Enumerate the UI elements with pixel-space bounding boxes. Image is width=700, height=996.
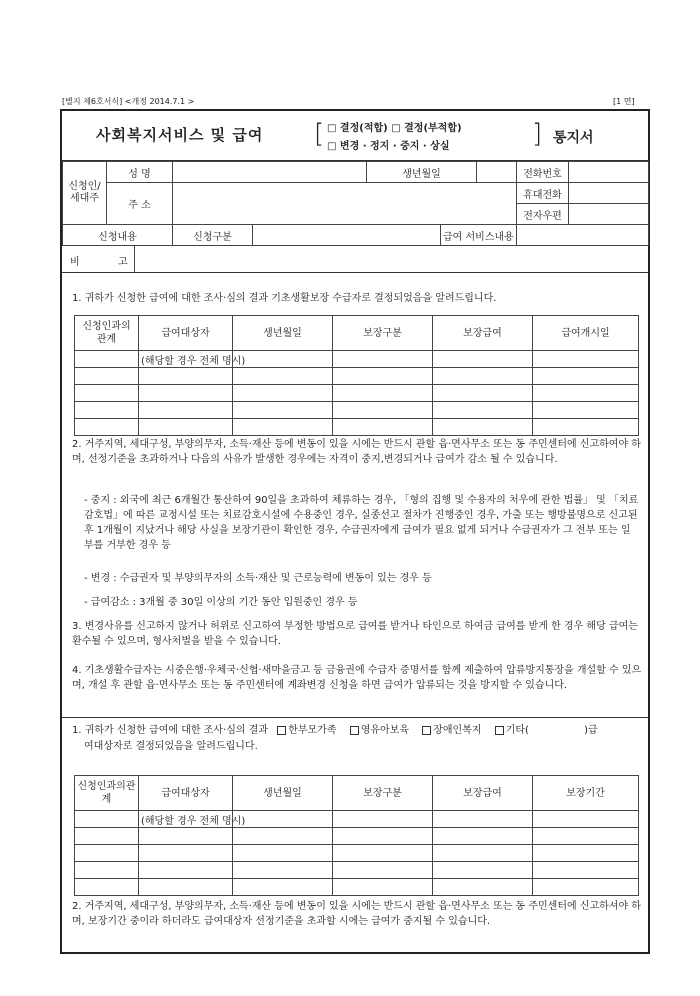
phone-label: 전화번호 <box>517 162 569 183</box>
service-label: 급여 서비스내용 <box>441 225 517 246</box>
request-type-field[interactable] <box>253 225 441 246</box>
s2-header-period: 보장기간 <box>533 776 639 811</box>
table-cell[interactable] <box>75 368 139 385</box>
s1-paragraph-3: 3. 변경사유를 신고하지 않거나 허위로 신고하여 부정한 방법으로 급여를 받거나 타인으로 하여금 급여를 받게 한 경우 해당 급여는 환수될 수 있으며, 형사처벌을 받을 수 있습니다. <box>72 621 638 647</box>
checkbox-icon <box>350 726 359 735</box>
table-cell[interactable] <box>433 368 533 385</box>
address-field[interactable] <box>173 183 517 225</box>
s1-header-benefit: 보장급여 <box>433 316 533 351</box>
s1-bullet-suspend: - 중지 : 외국에 최근 6개월간 통산하여 90일을 초과하여 체류하는 경우, 「형의 집행 및 수용자의 처우에 관한 법률」 및 「치료감호법」에 따른 교정시설 또는 치료감호시설에 수용중인 경우, 실종선고 절차가 진행중인 경우, 가출 또는 행방불명으로 신고된 후 1개월이 지났거나 해당 사실을 보장기관이 확인한 경우, 수급권자에게 급여가 필요 없게 되거나 수급권자가 그 전부 또는 일부를 거부한 경우 등 <box>84 495 639 551</box>
form-number: [별지 제6호서식] <개정 2014.7.1 > <box>62 97 195 106</box>
option-other[interactable]: 기타( <box>495 725 529 736</box>
table-cell[interactable] <box>533 862 639 879</box>
table-cell[interactable] <box>139 845 233 862</box>
table-cell[interactable] <box>333 419 433 436</box>
table-cell[interactable] <box>75 385 139 402</box>
name-field[interactable] <box>173 162 367 183</box>
table-cell[interactable] <box>75 351 139 368</box>
table-cell[interactable] <box>233 368 333 385</box>
s2-paragraph-1-cont: 여대상자로 결정되었음을 알려드립니다. <box>84 741 258 752</box>
option-single-parent[interactable]: 한부모가족 <box>277 725 336 736</box>
table-cell[interactable] <box>139 385 233 402</box>
table-cell[interactable] <box>139 828 233 845</box>
table-cell[interactable] <box>333 811 433 828</box>
table-cell[interactable] <box>233 811 333 828</box>
table-cell[interactable] <box>333 879 433 896</box>
table-cell[interactable] <box>139 402 233 419</box>
name-label: 성 명 <box>107 162 173 183</box>
table-cell[interactable] <box>75 828 139 845</box>
s1-header-coverage: 보장구분 <box>333 316 433 351</box>
s2-header-coverage: 보장구분 <box>333 776 433 811</box>
section-divider <box>62 717 648 718</box>
table-cell[interactable] <box>75 811 139 828</box>
remarks-label-2: 고 <box>118 257 128 268</box>
s2-paragraph-1-lead: 1. 귀하가 신청한 급여에 대한 조사·심의 결과 <box>72 725 269 736</box>
table-cell[interactable] <box>139 419 233 436</box>
remarks-divider <box>134 246 135 272</box>
email-field[interactable] <box>569 204 649 225</box>
table-cell[interactable] <box>75 402 139 419</box>
table-cell[interactable] <box>433 845 533 862</box>
table-cell[interactable] <box>433 811 533 828</box>
phone-field[interactable] <box>569 162 649 183</box>
request-type-label: 신청구분 <box>173 225 253 246</box>
form-title-suffix: 통지서 <box>553 130 594 146</box>
checkbox-icon <box>422 726 431 735</box>
s2-header-relation: 신청인과의관계 <box>75 776 139 811</box>
s1-note: (해당할 경우 전체 명시) <box>139 351 233 368</box>
table-cell[interactable] <box>233 419 333 436</box>
table-cell[interactable] <box>433 862 533 879</box>
table-cell[interactable] <box>139 368 233 385</box>
s2-paragraph-2: 2. 거주지역, 세대구성, 부양의무자, 소득·재산 등에 변동이 있을 시에는 반드시 관할 읍·면사무소 또는 동 주민센터에 신고하셔야 하며, 보장기간 중이라 하더라도 급여대상자 선정기준을 초과할 시에는 급여가 중지될 수 있습니다. <box>72 901 641 927</box>
table-cell[interactable] <box>233 862 333 879</box>
table-cell[interactable] <box>139 879 233 896</box>
table-cell[interactable] <box>533 385 639 402</box>
s1-header-start-date: 급여개시일 <box>533 316 639 351</box>
table-cell[interactable] <box>533 879 639 896</box>
table-cell[interactable] <box>75 419 139 436</box>
s1-bullet-reduce: - 급여감소 : 3개월 중 30일 이상의 기간 동안 입원중인 경우 등 <box>84 597 358 608</box>
s2-header-benefit: 보장급여 <box>433 776 533 811</box>
s1-header-relation: 신청인과의 관계 <box>75 316 139 351</box>
s1-beneficiary-table <box>74 315 639 436</box>
s1-paragraph-1: 1. 귀하가 신청한 급여에 대한 조사·심의 결과 기초생활보장 수급자로 결정되었음을 알려드립니다. <box>72 293 497 304</box>
table-cell[interactable] <box>333 862 433 879</box>
form-title: 사회복지서비스 및 급여 <box>96 126 264 144</box>
table-cell[interactable] <box>533 402 639 419</box>
table-cell[interactable] <box>533 351 639 368</box>
table-cell[interactable] <box>333 828 433 845</box>
table-cell[interactable] <box>233 351 333 368</box>
table-cell[interactable] <box>433 879 533 896</box>
table-cell[interactable] <box>533 419 639 436</box>
table-cell[interactable] <box>233 828 333 845</box>
request-content-label: 신청내용 <box>63 225 173 246</box>
birth-label: 생년월일 <box>367 162 477 183</box>
table-cell[interactable] <box>333 368 433 385</box>
table-cell[interactable] <box>75 845 139 862</box>
checkbox-icon <box>495 726 504 735</box>
birth-field[interactable] <box>477 162 517 183</box>
table-cell[interactable] <box>433 385 533 402</box>
applicant-table <box>62 161 649 246</box>
s1-header-birth: 생년월일 <box>233 316 333 351</box>
page-number: [1 면] <box>613 97 635 106</box>
s2-header-beneficiary: 급여대상자 <box>139 776 233 811</box>
s1-bullet-change: - 변경 : 수급권자 및 부양의무자의 소득·재산 및 근로능력에 변동이 있는 경우 등 <box>84 573 432 584</box>
checkbox-icon <box>277 726 286 735</box>
table-cell[interactable] <box>533 811 639 828</box>
bracket-close: ] <box>532 119 543 149</box>
option-childcare[interactable]: 영유아보육 <box>350 725 409 736</box>
s2-note: (해당할 경우 전체 명시) <box>139 811 233 828</box>
table-cell[interactable] <box>333 402 433 419</box>
mobile-field[interactable] <box>569 183 649 204</box>
s2-paragraph-1 <box>72 723 642 738</box>
table-cell[interactable] <box>139 862 233 879</box>
remarks-row <box>62 246 648 273</box>
form-frame <box>60 109 650 954</box>
address-label: 주 소 <box>107 183 173 225</box>
mobile-label: 휴대전화 <box>517 183 569 204</box>
table-cell[interactable] <box>533 368 639 385</box>
table-cell[interactable] <box>533 845 639 862</box>
s1-paragraph-2: 2. 거주지역, 세대구성, 부양의무자, 소득·재산 등에 변동이 있을 시에는 반드시 관할 읍·면사무소 또는 동 주민센터에 신고하여야 하며, 선정기준을 초과하거나 다음의 사유가 발생한 경우에는 자격이 중지,변경되거나 급여가 감소 될 수 있습니다. <box>72 439 641 465</box>
table-cell[interactable] <box>433 402 533 419</box>
title-row <box>62 111 648 161</box>
decision-options: □ 결정(적합) □ 결정(부적합) <box>327 123 462 134</box>
service-field[interactable] <box>517 225 649 246</box>
table-cell[interactable] <box>333 351 433 368</box>
table-cell[interactable] <box>233 879 333 896</box>
table-cell[interactable] <box>75 862 139 879</box>
table-cell[interactable] <box>233 385 333 402</box>
table-cell[interactable] <box>433 828 533 845</box>
table-cell[interactable] <box>333 845 433 862</box>
table-cell[interactable] <box>433 419 533 436</box>
table-cell[interactable] <box>533 828 639 845</box>
table-cell[interactable] <box>233 402 333 419</box>
email-label: 전자우편 <box>517 204 569 225</box>
s2-paragraph-1-tail: )급 <box>584 725 598 736</box>
s1-paragraph-4: 4. 기초생활수급자는 시중은행·우체국·신협·새마을금고 등 금융권에 수급자 증명서를 함께 제출하여 압류방지통장을 개설할 수 있으며, 개설 후 관할 읍·면사무소 또는 동 주민센터에 계좌변경 신청을 하면 급여가 압류되는 것을 방지할 수 있습니다. <box>72 665 642 691</box>
option-disability[interactable]: 장애인복지 <box>422 725 481 736</box>
s1-header-beneficiary: 급여대상자 <box>139 316 233 351</box>
s2-header-birth: 생년월일 <box>233 776 333 811</box>
applicant-group-label: 신청인/ 세대주 <box>63 162 107 225</box>
remarks-label-1: 비 <box>70 257 80 268</box>
table-cell[interactable] <box>333 385 433 402</box>
change-options: □ 변경 · 정지 · 중지 · 상실 <box>327 141 450 152</box>
table-cell[interactable] <box>75 879 139 896</box>
table-cell[interactable] <box>433 351 533 368</box>
bracket-open: [ <box>314 119 325 149</box>
s2-beneficiary-table <box>74 775 639 896</box>
table-cell[interactable] <box>233 845 333 862</box>
